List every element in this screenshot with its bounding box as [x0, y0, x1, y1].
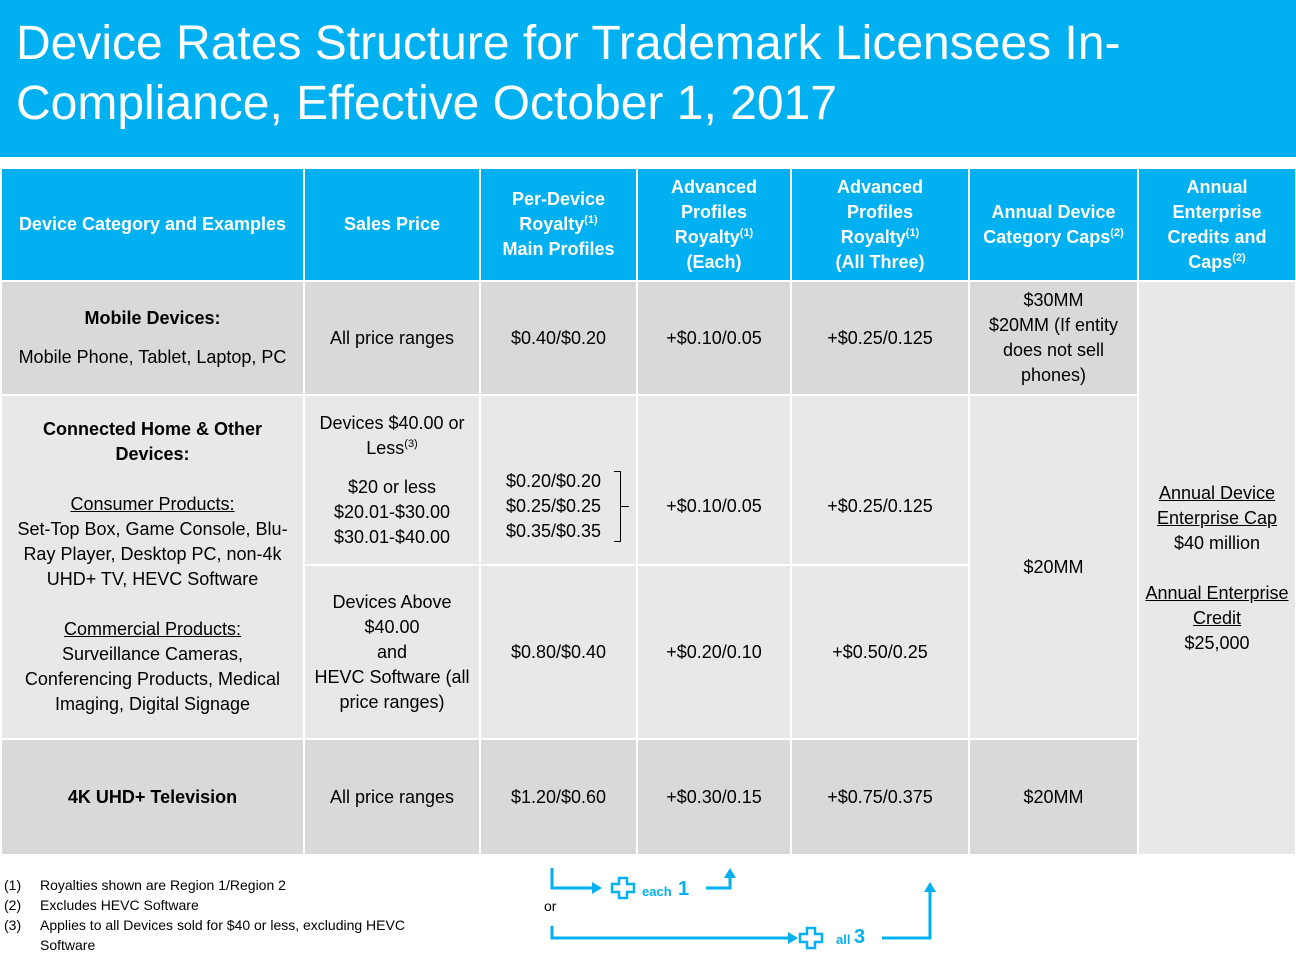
high-price-line: Devices Above $40.00	[332, 591, 452, 637]
rates-table	[0, 167, 1296, 856]
tier-royalty: $0.25/$0.25	[505, 495, 602, 516]
page-title: Device Rates Structure for Trademark Licensees In-Compliance, Effective October 1, 2017	[16, 17, 1121, 130]
each-word: each	[642, 884, 672, 899]
price-tier: $30.01-$40.00	[333, 526, 451, 547]
mobile-examples: Mobile Phone, Tablet, Laptop, PC	[18, 347, 287, 368]
low-price-label: Devices $40.00 or Less$^{(3)}$	[319, 412, 465, 458]
high-adv-each: +$0.20/0.10	[637, 565, 791, 739]
low-adv-each: +$0.10/0.05	[666, 495, 762, 516]
header-sales-price: Sales Price	[304, 168, 480, 281]
uhd-price: All price ranges	[304, 739, 480, 855]
all-number: 3	[854, 926, 866, 948]
arrow-head	[924, 882, 936, 892]
enterprise-cell	[1138, 281, 1296, 855]
header-row	[1, 168, 1296, 281]
enterprise-cap-value: $40 million	[1173, 532, 1261, 553]
header-category-caps: Annual Device Category Caps$^{(2)}$	[969, 168, 1138, 281]
footnote: (1) Royalties shown are Region 1/Region 2	[4, 877, 286, 893]
arrow-head	[788, 932, 798, 944]
mobile-royalty: $0.40/$0.20	[480, 281, 637, 394]
uhd-royalty: $1.20/$0.60	[480, 739, 637, 855]
price-tier: $20.01-$30.00	[333, 501, 451, 522]
title-bar	[0, 0, 1296, 157]
plus-icon	[612, 878, 634, 898]
all-word: all	[836, 932, 851, 947]
header-enterprise-credits: Annual Enterprise Credits and Caps$^{(2)}$	[1138, 168, 1296, 281]
header-advanced-each: Advanced Profiles Royalty$^{(1)}$ (Each)	[637, 168, 791, 281]
low-adv-all: +$0.25/0.125	[827, 495, 933, 516]
mobile-title: Mobile Devices:	[84, 308, 221, 329]
consumer-products-label: Consumer Products:	[70, 494, 235, 515]
price-tier: $20 or less	[347, 476, 437, 497]
tier-royalty: $0.35/$0.35	[505, 520, 602, 541]
mobile-price: All price ranges	[304, 281, 480, 394]
uhd-adv-all: +$0.75/0.375	[791, 739, 969, 855]
mobile-adv-each: +$0.10/0.05	[637, 281, 791, 394]
home-category-cell	[1, 395, 304, 740]
legend-arrows	[540, 860, 960, 956]
commercial-products-examples: Surveillance Cameras, Conferencing Products, Medical Imaging, Digital Signage	[24, 644, 281, 715]
mobile-cap-secondary: $20MM (If entity does not sell phones)	[988, 315, 1119, 386]
high-price-cell	[304, 565, 480, 739]
tier-royalty: $0.20/$0.20	[505, 470, 602, 491]
table-row	[1, 739, 1296, 855]
high-price-line: and	[376, 641, 408, 662]
enterprise-credit-label: Annual Enterprise Credit	[1145, 582, 1289, 628]
low-adv-each-cell	[637, 395, 791, 565]
high-price-line: HEVC Software (all price ranges)	[314, 666, 470, 712]
each-number: 1	[678, 878, 690, 900]
uhd-cap: $20MM	[969, 739, 1138, 855]
mobile-cap-cell	[969, 281, 1138, 394]
footnote: (3) Applies to all Devices sold for $40 or less, excluding HEVC Software	[4, 917, 405, 953]
table-row	[1, 281, 1296, 394]
arrow-head	[724, 868, 736, 878]
arrow-head	[592, 882, 602, 894]
commercial-products-label: Commercial Products:	[63, 619, 242, 640]
uhd-adv-each: +$0.30/0.15	[637, 739, 791, 855]
header-per-device-royalty: Per-Device Royalty$^{(1)}$ Main Profiles	[480, 168, 637, 281]
low-royalty-cell	[480, 395, 637, 565]
plus-icon	[800, 928, 822, 948]
bracket-tick	[621, 506, 629, 507]
high-adv-all: +$0.50/0.25	[791, 565, 969, 739]
mobile-category-cell	[1, 281, 304, 394]
arrow-right-icon	[552, 926, 788, 938]
enterprise-cap-label: Annual Device Enterprise Cap	[1156, 482, 1278, 528]
footnote: (2) Excludes HEVC Software	[4, 897, 199, 913]
high-royalty: $0.80/$0.40	[480, 565, 637, 739]
tier-royalty-group	[506, 469, 611, 544]
header-advanced-all: Advanced Profiles Royalty$^{(1)}$ (All Three)	[791, 168, 969, 281]
home-title: Connected Home & Other Devices:	[42, 419, 263, 465]
footnotes	[4, 875, 444, 955]
low-adv-all-cell	[791, 395, 969, 565]
consumer-products-examples: Set-Top Box, Game Console, Blu-Ray Player, Desktop PC, non-4k UHD+ TV, HEVC Software	[17, 519, 288, 590]
arrow-right-icon	[552, 868, 592, 888]
uhd-title: 4K UHD+ Television	[1, 739, 304, 855]
header-category: Device Category and Examples	[1, 168, 304, 281]
profile-legend	[540, 860, 960, 956]
or-label: or	[544, 898, 557, 914]
table-row	[1, 395, 1296, 565]
arrow-up-icon	[882, 890, 930, 938]
mobile-adv-all: +$0.25/0.125	[791, 281, 969, 394]
low-price-cell	[304, 395, 480, 565]
bracket-mark	[614, 471, 621, 542]
enterprise-credit-value: $25,000	[1184, 632, 1250, 653]
home-cap: $20MM	[969, 395, 1138, 740]
mobile-cap-primary: $30MM	[1023, 290, 1084, 311]
